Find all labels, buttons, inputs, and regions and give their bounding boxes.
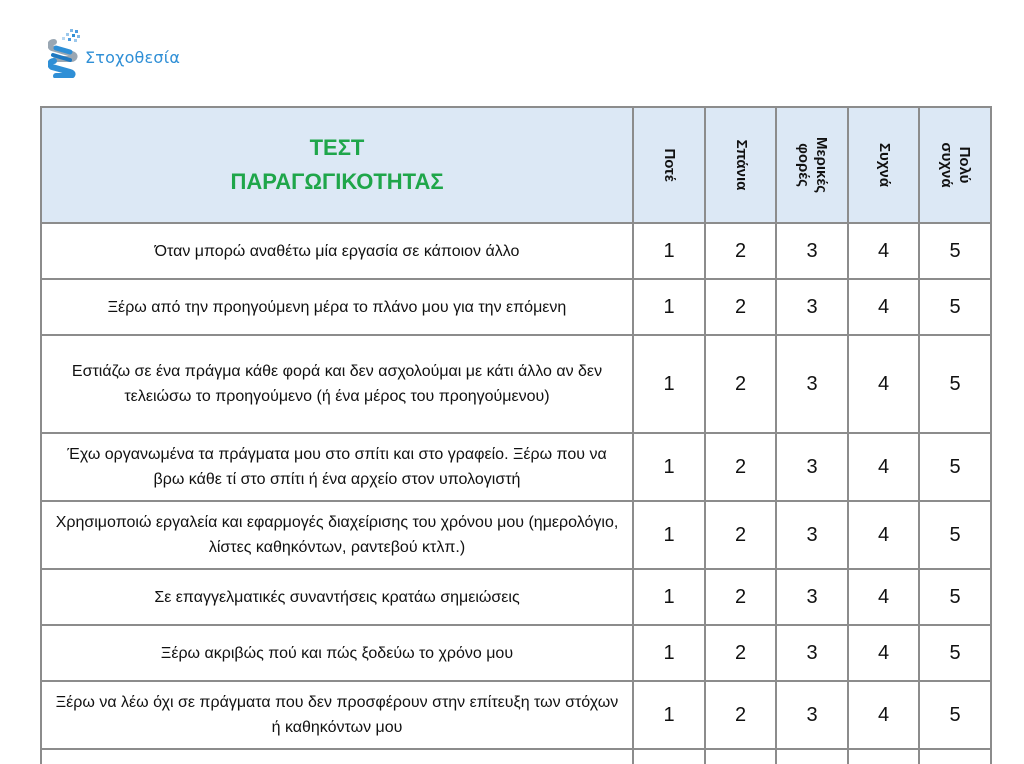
score-cell[interactable]: 3 bbox=[776, 681, 848, 749]
score-cell[interactable]: 5 bbox=[919, 279, 991, 335]
score-cell[interactable]: 5 bbox=[919, 569, 991, 625]
productivity-test-table bbox=[40, 106, 992, 764]
table-row bbox=[41, 223, 991, 279]
score-cell[interactable]: 4 bbox=[848, 501, 919, 569]
score-cell[interactable]: 2 bbox=[705, 569, 776, 625]
score-cell[interactable] bbox=[919, 749, 991, 764]
table-row bbox=[41, 625, 991, 681]
score-cell[interactable]: 1 bbox=[633, 335, 705, 433]
score-cell[interactable]: 4 bbox=[848, 335, 919, 433]
score-cell[interactable]: 3 bbox=[776, 625, 848, 681]
table-title-line-1: ΤΕΣΤ bbox=[309, 135, 365, 160]
table-row bbox=[41, 569, 991, 625]
score-cell[interactable]: 1 bbox=[633, 569, 705, 625]
table-title-line-2: ΠΑΡΑΓΩΓΙΚΟΤΗΤΑΣ bbox=[230, 169, 444, 194]
score-cell[interactable]: 5 bbox=[919, 223, 991, 279]
header-often bbox=[848, 107, 919, 223]
score-cell[interactable]: 3 bbox=[776, 335, 848, 433]
question-cell: Ξέρω ακριβώς πού και πώς ξοδεύω το χρόνο μου bbox=[41, 625, 633, 681]
score-cell[interactable] bbox=[633, 749, 705, 764]
score-cell[interactable]: 1 bbox=[633, 279, 705, 335]
score-cell[interactable]: 2 bbox=[705, 335, 776, 433]
score-cell[interactable]: 3 bbox=[776, 433, 848, 501]
score-cell[interactable]: 2 bbox=[705, 501, 776, 569]
question-cell: Χρησιμοποιώ εργαλεία και εφαρμογές διαχείρισης του χρόνου μου (ημερολόγιο, λίστες καθηκόντων, ραντεβού κτλπ.) bbox=[41, 501, 633, 569]
score-cell[interactable] bbox=[776, 749, 848, 764]
brand-name: Στοχοθεσία bbox=[85, 47, 181, 67]
stacked-s-logo-icon bbox=[48, 28, 82, 78]
header-sometimes bbox=[776, 107, 848, 223]
score-cell[interactable]: 5 bbox=[919, 681, 991, 749]
score-cell[interactable]: 1 bbox=[633, 681, 705, 749]
question-cell: Ξέρω να λέω όχι σε πράγματα που δεν προσφέρουν στην επίτευξη των στόχων ή καθηκόντων μου bbox=[41, 681, 633, 749]
table-title bbox=[41, 107, 633, 223]
brand-logo bbox=[48, 28, 180, 78]
score-cell[interactable]: 1 bbox=[633, 433, 705, 501]
table-row bbox=[41, 681, 991, 749]
question-cell: Εστιάζω σε ένα πράγμα κάθε φορά και δεν ασχολούμαι με κάτι άλλο αν δεν τελειώσω το προηγούμενο (ή ένα μέρος του προηγούμενου) bbox=[41, 335, 633, 433]
score-cell[interactable]: 4 bbox=[848, 569, 919, 625]
score-cell[interactable]: 1 bbox=[633, 625, 705, 681]
score-cell[interactable]: 2 bbox=[705, 223, 776, 279]
question-cell: Όταν μπορώ αναθέτω μία εργασία σε κάποιον άλλο bbox=[41, 223, 633, 279]
score-cell[interactable]: 4 bbox=[848, 625, 919, 681]
score-cell[interactable]: 3 bbox=[776, 569, 848, 625]
score-cell[interactable]: 5 bbox=[919, 433, 991, 501]
score-cell[interactable]: 2 bbox=[705, 279, 776, 335]
header-often-label: Συχνά bbox=[875, 143, 893, 187]
score-cell[interactable]: 2 bbox=[705, 681, 776, 749]
score-cell[interactable]: 5 bbox=[919, 335, 991, 433]
score-cell[interactable]: 3 bbox=[776, 501, 848, 569]
score-cell[interactable]: 4 bbox=[848, 433, 919, 501]
header-sometimes-label: Μερικές φορές bbox=[795, 137, 830, 193]
table-row bbox=[41, 501, 991, 569]
score-cell[interactable]: 5 bbox=[919, 625, 991, 681]
header-rarely bbox=[705, 107, 776, 223]
score-cell[interactable]: 2 bbox=[705, 433, 776, 501]
score-cell[interactable]: 3 bbox=[776, 279, 848, 335]
score-cell[interactable]: 3 bbox=[776, 223, 848, 279]
header-never-label: Ποτέ bbox=[661, 148, 678, 182]
question-cell: Ξέρω από την προηγούμενη μέρα το πλάνο μου για την επόμενη bbox=[41, 279, 633, 335]
score-cell[interactable]: 4 bbox=[848, 279, 919, 335]
header-rarely-label: Σπάνια bbox=[732, 139, 750, 191]
table-row bbox=[41, 433, 991, 501]
score-cell[interactable] bbox=[848, 749, 919, 764]
score-cell[interactable]: 4 bbox=[848, 681, 919, 749]
table-row bbox=[41, 335, 991, 433]
score-cell[interactable]: 2 bbox=[705, 625, 776, 681]
score-cell[interactable]: 1 bbox=[633, 501, 705, 569]
score-cell[interactable]: 4 bbox=[848, 223, 919, 279]
table-header-row bbox=[41, 107, 991, 223]
header-very-often bbox=[919, 107, 991, 223]
header-very-often-label: Πολύ συχνά bbox=[938, 142, 973, 188]
question-cell bbox=[41, 749, 633, 764]
header-never bbox=[633, 107, 705, 223]
question-cell: Σε επαγγελματικές συναντήσεις κρατάω σημειώσεις bbox=[41, 569, 633, 625]
table-row bbox=[41, 279, 991, 335]
score-cell[interactable]: 5 bbox=[919, 501, 991, 569]
score-cell[interactable]: 1 bbox=[633, 223, 705, 279]
score-cell[interactable] bbox=[705, 749, 776, 764]
table-row bbox=[41, 749, 991, 764]
question-cell: Έχω οργανωμένα τα πράγματα μου στο σπίτι και στο γραφείο. Ξέρω που να βρω κάθε τί στο σπίτι ή ένα αρχείο στον υπολογιστή bbox=[41, 433, 633, 501]
